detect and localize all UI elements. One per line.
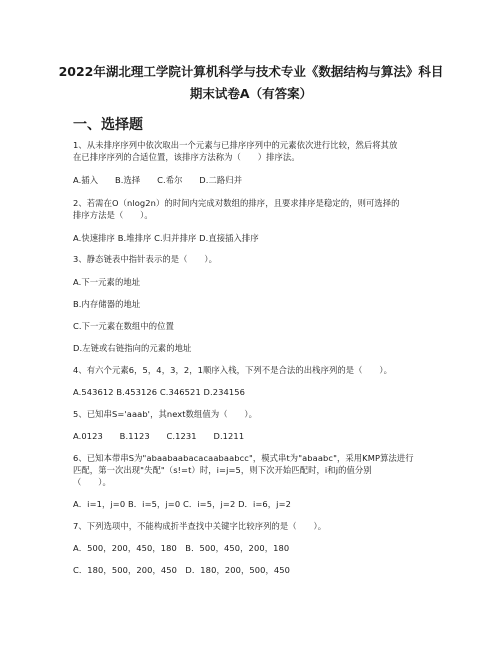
- question-6-options: A．i=1，j=0 B．i=5，j=0 C．i=5，j=2 D．i=6，j=2: [73, 499, 292, 509]
- question-3-option-a: A.下一元素的地址: [73, 277, 141, 287]
- section-heading: 一、选择题: [73, 117, 143, 133]
- question-6-line-1: 6、已知本带串S为"abaabaabacacaabaabcc"，模式串t为"abaabc"，采用KMP算法进行: [73, 453, 414, 463]
- question-3-option-c: C.下一元素在数组中的位置: [73, 321, 174, 331]
- question-7-stem: 7、下列选项中，不能构成折半查找中关键字比较序列的是（ ）。: [73, 521, 327, 531]
- question-2-line-1: 2、若需在O（nlog2n）的时间内完成对数组的排序，且要求排序是稳定的，则可选择的: [73, 198, 400, 208]
- question-3-option-d: D.左链或右链指向的元素的地址: [73, 343, 192, 353]
- question-6-line-3: （ ）。: [73, 477, 111, 487]
- question-5-stem: 5、已知串S='aaab'，其next数组值为（ ）。: [73, 409, 258, 419]
- document-title-line-1: 2022年湖北理工学院计算机科学与技术专业《数据结构与算法》科目: [58, 64, 444, 79]
- question-1-line-1: 1、从未排序序列中依次取出一个元素与已排序序列中的元素依次进行比较，然后将其放: [73, 140, 398, 150]
- document-title-line-2: 期末试卷A（有答案）: [189, 86, 313, 101]
- question-3-stem: 3、静态链表中指针表示的是（ ）。: [73, 254, 217, 264]
- question-7-options-ab: A．500，200，450，180 B．500，450，200，180: [73, 543, 290, 553]
- question-4-stem: 4、有六个元素6，5，4，3，2，1顺序入栈，下列不是合法的出栈序列的是（ ）。: [73, 365, 392, 375]
- question-1-options: A.插入 B.选择 C.希尔 D.二路归并: [73, 175, 243, 185]
- question-7-options-cd: C．180，500，200，450 D．180，200，500，450: [73, 565, 291, 575]
- question-3-option-b: B.内存储器的地址: [73, 299, 141, 309]
- question-1-line-2: 在已排序序列的合适位置，该排序方法称为（ ）排序法。: [73, 152, 300, 162]
- question-4-options: A.543612 B.453126 C.346521 D.234156: [73, 387, 246, 397]
- question-6-line-2: 匹配，第一次出现"失配"（s!=t）时，i=j=5，则下次开始匹配时，i和j的值分别: [73, 465, 372, 475]
- question-2-line-2: 排序方法是（ ）。: [73, 210, 153, 220]
- question-5-options: A.0123 B.1123 C.1231 D.1211: [73, 431, 245, 441]
- question-2-options: A.快速排序 B.堆排序 C.归并排序 D.直接插入排序: [73, 233, 259, 243]
